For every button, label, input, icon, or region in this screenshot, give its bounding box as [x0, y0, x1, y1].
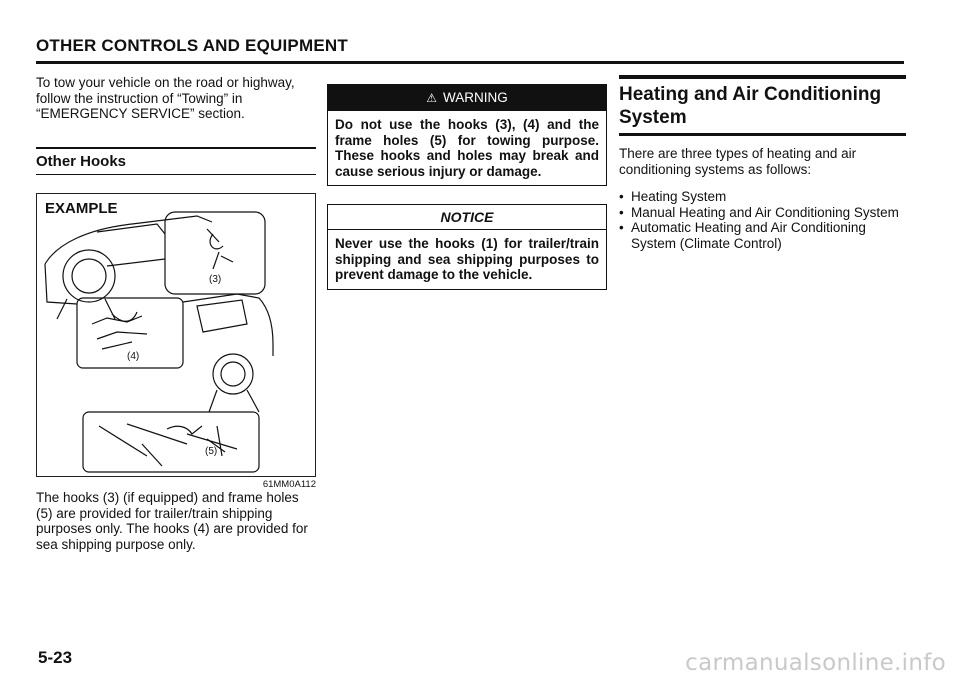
heating-section-title: Heating and Air Conditioning System: [619, 84, 882, 128]
callout-4: (4): [127, 351, 140, 362]
heating-types-list: [619, 189, 906, 251]
notice-box: [327, 204, 607, 290]
section-title: OTHER CONTROLS AND EQUIPMENT: [36, 36, 348, 55]
towing-intro: To tow your vehicle on the road or highway, follow the instruction of “Towing” in “EMERGENCY SERVICE” section.: [36, 75, 295, 121]
other-hooks-heading: Other Hooks: [36, 152, 127, 170]
column-left: [36, 75, 316, 552]
other-hooks-heading-block: [36, 147, 316, 176]
column-right: [619, 75, 906, 251]
heading-bottom-rule: [36, 174, 316, 176]
heating-intro: There are three types of heating and air conditioning systems as follows:: [619, 146, 857, 177]
hooks-caption: The hooks (3) (if equipped) and frame holes (5) are provided for trailer/train shipping purposes only. The hooks (4) are provided for sea shipping purpose only.: [36, 490, 308, 552]
example-label: EXAMPLE: [45, 200, 118, 217]
rear-window: [197, 300, 247, 332]
front-car-outline: [45, 216, 212, 264]
warning-box: [327, 84, 607, 186]
rear-car-outline: [183, 294, 273, 356]
detail-box-frame-hole-5: [83, 412, 259, 472]
notice-title: NOTICE: [328, 205, 606, 230]
section-top-rule: [619, 75, 906, 79]
front-wheel-inner: [72, 259, 106, 293]
hook-4-shape: [92, 312, 147, 349]
list-item: • Automatic Heating and Air Conditioning System (Climate Control): [619, 220, 906, 251]
rear-wheel-outer: [213, 354, 253, 394]
warning-text: Do not use the hooks (3), (4) and the frame holes (5) for towing purpose. These hooks and holes may break and cause serious injury or damage.: [335, 117, 599, 179]
callout-3: (3): [209, 274, 222, 285]
notice-text: Never use the hooks (1) for trailer/train shipping and sea shipping purposes to prevent damage to the vehicle.: [335, 236, 599, 282]
heading-top-rule: [36, 147, 316, 149]
hooks-illustration: [37, 194, 315, 476]
list-item: • Heating System: [619, 189, 906, 205]
rear-wheel-inner: [221, 362, 245, 386]
header-rule: [36, 61, 904, 64]
callout-5: (5): [205, 446, 218, 457]
column-middle: [327, 75, 607, 290]
warning-title: WARNING: [443, 90, 508, 105]
rear-pointer: [209, 390, 259, 412]
figure-code: 61MM0A112: [262, 479, 316, 490]
front-car-body: [45, 264, 77, 304]
page-header: [36, 36, 904, 64]
front-window-line: [97, 224, 165, 234]
list-item: • Manual Heating and Air Conditioning System: [619, 205, 906, 221]
front-wheel-outer: [63, 250, 115, 302]
pointer-to-hook-3: [107, 259, 165, 266]
hook-3-shape: [207, 229, 233, 269]
example-figure: [36, 193, 316, 477]
page-number: 5-23: [38, 648, 73, 667]
section-bottom-rule: [619, 133, 906, 136]
watermark: carmanualsonline.info: [685, 650, 946, 676]
warning-header: [328, 85, 606, 111]
warning-triangle-icon: ⚠: [426, 91, 437, 105]
